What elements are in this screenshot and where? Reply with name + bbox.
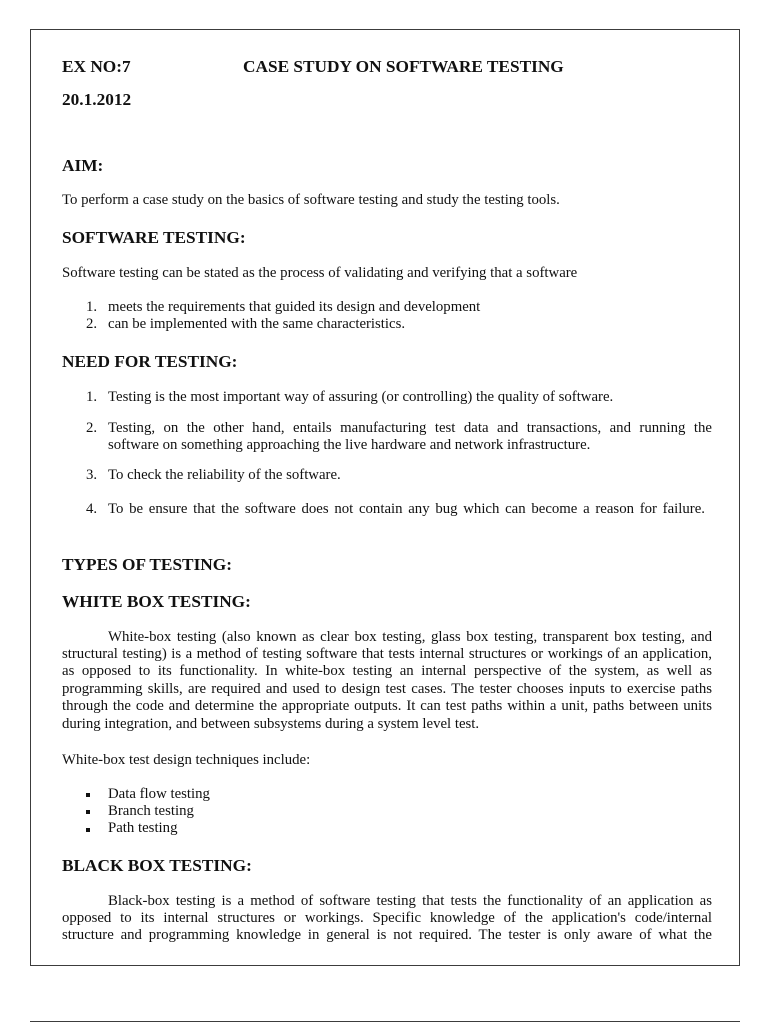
software-testing-intro: Software testing can be stated as the process of validating and verifying that a software <box>62 264 578 281</box>
list-number: 1. <box>86 388 98 405</box>
list-item: Testing is the most important way of assuring (or controlling) the quality of software. <box>108 388 614 405</box>
list-item: can be implemented with the same characteristics. <box>108 316 406 332</box>
list-number: 1. <box>86 298 98 315</box>
software-testing-heading: SOFTWARE TESTING: <box>62 228 246 247</box>
list-item-line: Testing, on the other hand, entails manufacturing test data and transactions, and running the <box>108 419 712 436</box>
list-item-line: software on something approaching the live hardware and network infrastructure. <box>108 436 591 453</box>
square-bullet-icon <box>86 810 90 814</box>
paragraph-line: Black-box testing is a method of software testing that tests the functionality of an application as <box>108 892 712 909</box>
square-bullet-icon <box>86 828 90 832</box>
square-bullet-icon <box>86 793 90 797</box>
list-number: 2. <box>86 316 98 332</box>
paragraph-line: through the code and determine the appropriate outputs. It can test paths within a unit, paths between units <box>62 698 712 715</box>
types-of-testing-heading: TYPES OF TESTING: <box>62 555 232 574</box>
paragraph-line: as opposed to its functionality. In white-box testing an internal perspective of the system, as well as <box>62 663 712 680</box>
need-for-testing-heading: NEED FOR TESTING: <box>62 352 238 371</box>
techniques-intro: White-box test design techniques include: <box>62 751 311 768</box>
paragraph-line: structural testing) is a method of testing software that tests internal structures or workings of an application, <box>62 645 712 662</box>
aim-heading: AIM: <box>62 156 104 175</box>
technique-item: Path testing <box>108 820 178 837</box>
list-number: 2. <box>86 419 98 436</box>
next-page-border <box>30 1021 740 1022</box>
paragraph-line: White-box testing (also known as clear box testing, glass box testing, transparent box testing, and <box>108 628 712 645</box>
list-item: To be ensure that the software does not contain any bug which can become a reason for failure. <box>108 500 705 517</box>
aim-text: To perform a case study on the basics of software testing and study the testing tools. <box>62 191 560 208</box>
document-title: CASE STUDY ON SOFTWARE TESTING <box>243 57 564 76</box>
white-box-heading: WHITE BOX TESTING: <box>62 592 251 611</box>
list-item: To check the reliability of the software. <box>108 466 341 483</box>
paragraph-line: during integration, and between subsystems during a system level test. <box>62 715 480 732</box>
document-date: 20.1.2012 <box>62 90 132 109</box>
technique-item: Data flow testing <box>108 785 210 802</box>
black-box-heading: BLACK BOX TESTING: <box>62 856 252 875</box>
paragraph-line: structure and programming knowledge in general is not required. The tester is only aware of what the <box>62 927 712 944</box>
exercise-number: EX NO:7 <box>62 57 131 76</box>
paragraph-line: opposed to its internal structures or workings. Specific knowledge of the application's code/internal <box>62 909 712 926</box>
list-item: meets the requirements that guided its design and development <box>108 298 481 315</box>
paragraph-line: programming skills, are required and used to design test cases. The tester chooses inputs to exercise paths <box>62 680 712 697</box>
list-number: 4. <box>86 500 98 517</box>
technique-item: Branch testing <box>108 802 194 819</box>
list-number: 3. <box>86 466 98 483</box>
